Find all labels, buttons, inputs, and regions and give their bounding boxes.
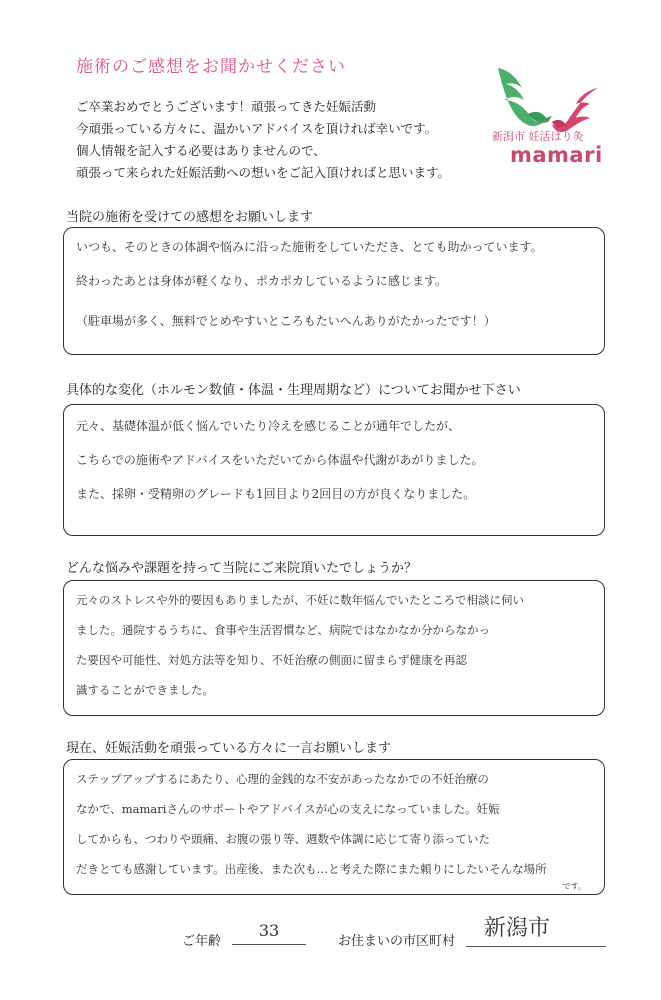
city-field: [466, 912, 606, 947]
question-4-label: 現在、妊娠活動を頑張っている方々に一言お願いします: [66, 741, 392, 756]
intro-line: 今頑張っている方々に、温かいアドバイスを頂ければ幸いです。: [76, 121, 438, 136]
answer-line: こちらでの施術やアドバイスをいただいてから体温や代謝があがりました。: [76, 453, 484, 467]
form-title: 施術のご感想をお聞かせください: [76, 57, 346, 77]
city-value: 新潟市: [484, 916, 551, 941]
answer-line: 識することができました。: [76, 683, 214, 697]
intro-line: 頑張って来られた妊娠活動への想いをご記入頂ければと思います。: [76, 165, 451, 180]
answer-line: また、採卵・受精卵のグレードも1回目より2回目の方が良くなりました。: [76, 487, 476, 501]
logo-name: mamari: [510, 143, 603, 167]
answer-line: してからも、つわりや頭痛、お腹の張り等、週数や体調に応じて寄り添っていた: [76, 832, 490, 846]
question-2-answer-box: [63, 404, 605, 536]
question-1-label: 当院の施術を受けての感想をお願いします: [66, 210, 314, 225]
answer-line: 元々のストレスや外的要因もありましたが、不妊に数年悩んでいたところで相談に伺い: [76, 593, 525, 607]
question-3-label: どんな悩みや課題を持って当院にご来院頂いたでしょうか？: [66, 561, 418, 576]
answer-line: 終わったあとは身体が軽くなり、ポカポカしているように感じます。: [76, 274, 447, 288]
answer-line: なかで、mamariさんのサポートやアドバイスが心の支えになっていました。妊娠: [76, 802, 500, 816]
question-1-answer-box: [63, 227, 605, 355]
city-label: お住まいの市区町村: [338, 934, 456, 949]
answer-line: だきとても感謝しています。出産後、また次も…と考えた際にまた頼りにしたいそんな場所: [76, 862, 547, 876]
intro-line: 個人情報を記入する必要はありませんので、: [76, 143, 326, 158]
answer-line: ました。通院するうちに、食事や生活習慣など、病院ではなかなか分からなかっ: [76, 623, 490, 637]
answer-line: 元々、基礎体温が低く悩んでいたり冷えを感じることが通年でしたが、: [76, 419, 461, 433]
answer-tail: です。: [562, 882, 586, 891]
age-value: 33: [258, 921, 280, 940]
intro-line: ご卒業おめでとうございます！頑張ってきた妊娠活動: [76, 99, 377, 114]
question-3-answer-box: [63, 580, 605, 716]
age-label: ご年齢: [182, 934, 222, 949]
logo-subtitle: 新潟市 妊活はり灸: [492, 130, 584, 143]
answer-line: ステップアップするにあたり、心理的金銭的な不安があったなかでの不妊治療の: [76, 772, 489, 786]
intro-text: [76, 96, 450, 184]
age-field: [232, 918, 306, 945]
question-4-answer-box: [63, 759, 605, 895]
question-2-label: 具体的な変化（ホルモン数値・体温・生理周期など）についてお聞かせ下さい: [66, 383, 521, 398]
answer-line: た要因や可能性、対処方法等を知り、不妊治療の側面に留まらず健康を再認: [76, 653, 467, 667]
answer-line: いつも、そのときの体調や悩みに沿った施術をしていただき、とても助かっています。: [76, 240, 543, 254]
answer-line: （駐車場が多く、無料でとめやすいところもたいへんありがたかったです！）: [76, 314, 496, 328]
